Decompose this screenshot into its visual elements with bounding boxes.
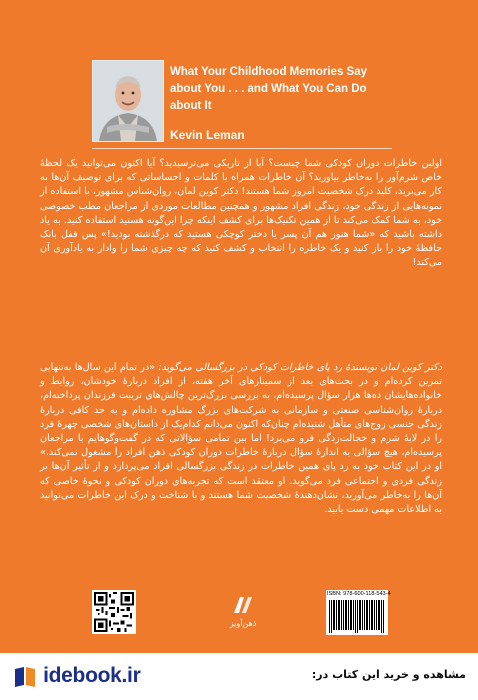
barcode-bars bbox=[329, 600, 385, 633]
author-name-english: Kevin Leman bbox=[170, 128, 245, 142]
description-paragraph-2 bbox=[40, 361, 442, 517]
book-title-english bbox=[170, 64, 392, 115]
book-title-line-2: about You . . . and What You Can Do about It bbox=[170, 83, 367, 112]
idebook-logo-icon bbox=[12, 663, 38, 689]
publisher-logo bbox=[220, 593, 266, 637]
header-divider bbox=[92, 148, 392, 149]
author-photo-image bbox=[93, 61, 163, 141]
isbn-text: ISBN: 978-600-118-543-4 bbox=[327, 591, 391, 597]
author-photo bbox=[92, 60, 164, 142]
quote-intro: دکتر کوین لمان نویسندهٔ رد پای خاطرات کودکی در بزرگسالی می‌گوید: bbox=[158, 362, 442, 373]
qr-code[interactable] bbox=[92, 590, 136, 634]
description-paragraph-1: اولین خاطرات دوران کودکی شما چیست؟ آیا از تاریکی می‌ترسیدید؟ آیا اکنون می‌توانید یک لحظهٔ خاص شرم‌آور را به‌خاطر بیاورید؟ آن خاطرات همراه با کلمات و احساساتی که برای توصیف آن‌ها به کار می‌برید، کلید درک شخصیت امروز شما هستند! دکتر کوین لمان، روان‌شناس مشهور، با استفاده از نمونه‌هایی از زندگی خود، زندگی افراد مشهور و همچنین مطالعات موردی از مراجعان مطب خصوصی خود، به شما کمک می‌کند تا از همین تکنیک‌ها برای کشف اینکه چرا این‌گونه هستید استفاده کنید. به یاد داشته باشید که «شما هنوز هم آن پسر یا دختر کوچکی هستید که درگذشته بودید!» پس قفل بانک حافظهٔ خود را باز کنید و یک خاطره را انتخاب و کشف کنید که چه چیزی شما را وادار به یادآوری آن می‌کند! bbox=[40, 158, 442, 269]
publisher-name: ذهن‌آویز bbox=[229, 619, 257, 628]
qr-code-icon bbox=[94, 592, 134, 632]
book-title-line-1: What Your Childhood Memories Say bbox=[170, 66, 368, 78]
quote-body: «در تمام این سال‌ها به‌تنهایی تمرین کرده‌ام و در بحث‌های بعد از سمینارهای آخر هفته، از افراد دربارهٔ خودشان، روابط و خانواده‌هایشان ده‌ها هزار سؤال پرسیده‌ام، به بررسی بزرگ‌ترین چالش‌های تربیت فرزندان پرداخته‌ام، دربارهٔ روان‌شناسی صنعتی و سازمانی به شرکت‌های بزرگ مشاوره داده‌ام و به حد کافی دربارهٔ زندگی جنسی زوج‌های متأهل شنیده‌ام چنان‌که اکنون می‌دانم کدام‌یک از داستان‌های شخصی چهرهٔ فرد را در لایهٔ شرم و خجالت‌زدگی فرو می‌برد! اما بین تمامی سؤالاتی که در گفت‌وگوهایم با مراجعان پرسیده‌ام، هیچ سؤالی به اندازهٔ سؤال دربارهٔ خاطرات دوران کودکی ذهن افراد را مشغول نمی‌کند.» او در این کتاب خود به رد پای همین خاطرات در زندگی بزرگسالی افراد می‌پردازد و از تأثیر آن‌ها بر زندگی فردی و اجتماعی فرد می‌گوید. او معتقد است که تجربه‌های دوران کودکی و نحوهٔ خاصی که آن‌ها را به‌خاطر می‌آورید، نشان‌دهندهٔ شخصیت شما هستند و با شناخت و درک این خاطرات می‌توانید به اطلاعات مهمی دست یابید. bbox=[40, 362, 442, 516]
site-footer-banner[interactable] bbox=[0, 653, 478, 700]
publisher-logo-icon bbox=[231, 593, 255, 617]
site-caption: مشاهده و خرید این کتاب در: bbox=[311, 668, 466, 681]
isbn-barcode bbox=[326, 590, 391, 635]
site-name: idebook.ir bbox=[43, 664, 141, 687]
site-logo[interactable] bbox=[12, 663, 140, 691]
author-header bbox=[92, 60, 392, 168]
